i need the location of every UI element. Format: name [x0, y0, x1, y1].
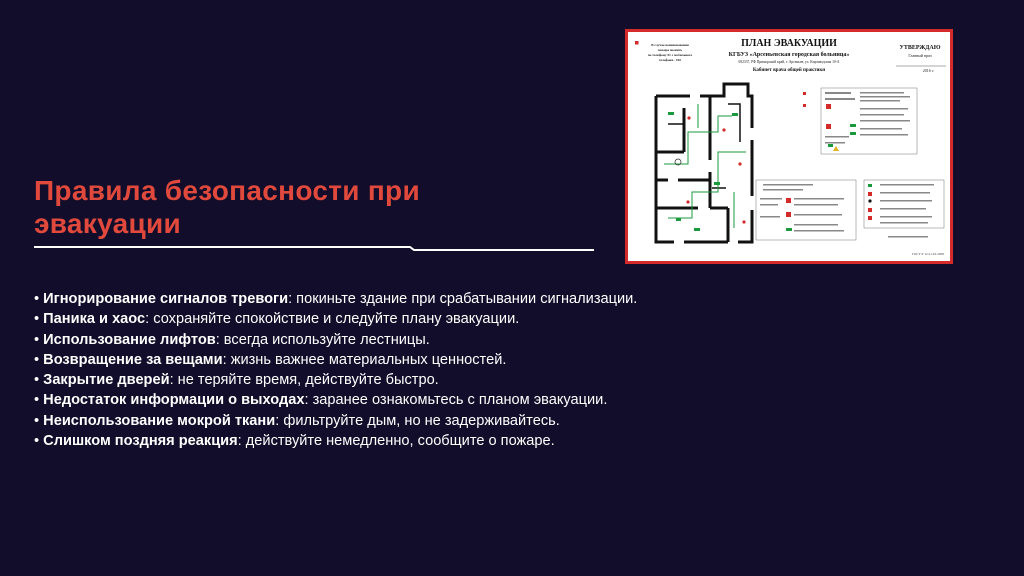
plan-note-1: В случае возникновения — [651, 43, 689, 47]
plan-org: КГБУЗ «Арсеньевская городская больница» — [728, 52, 850, 58]
plan-approve-role: Главный врач — [908, 53, 932, 58]
bullet-term: Использование лифтов — [43, 331, 216, 348]
list-item: • Игнорирование сигналов тревоги: покиньте здание при срабатывании сигнализации. — [34, 291, 638, 307]
title-line-1: Правила безопасности при — [34, 175, 420, 206]
title-underline — [34, 243, 594, 253]
bullet-term: Недостаток информации о выходах — [43, 392, 305, 409]
plan-note-3: по телефону 01 с мобильного — [647, 53, 693, 57]
list-item: • Использование лифтов: всегда используйте лестницы. — [34, 331, 430, 348]
bullet-term: Слишком поздняя реакция — [43, 433, 238, 450]
list-item: • Слишком поздняя реакция: действуйте немедленно, сообщите о пожаре. — [34, 433, 555, 450]
list-item: • Паника и хаос: сохраняйте спокойствие и следуйте плану эвакуации. — [34, 311, 520, 328]
list-item: • Возвращение за вещами: жизнь важнее материальных ценностей. — [34, 351, 507, 368]
bullet-text: : действуйте немедленно, сообщите о пожаре. — [237, 433, 555, 450]
bullet-term: Возвращение за вещами — [43, 351, 223, 368]
bullet-text: : покиньте здание при срабатывании сигнализации. — [288, 291, 638, 307]
slide-title — [34, 174, 594, 240]
list-item: • Недостаток информации о выходах: заранее ознакомьтесь с планом эвакуации. — [34, 392, 608, 409]
bullet-term: Паника и хаос — [43, 311, 146, 328]
bullet-text: : жизнь важнее материальных ценностей. — [222, 351, 507, 368]
plan-address: 692337, РФ Приморский край, г. Арсеньев, ул. Кирзаводская 10-А — [738, 60, 840, 64]
bullet-term: Закрытие дверей — [43, 372, 170, 389]
bullet-text: : всегда используйте лестницы. — [215, 331, 430, 348]
list-item: • Закрытие дверей: не теряйте время, действуйте быстро. — [34, 372, 439, 389]
bullet-text: : фильтруйте дым, но не задерживайтесь. — [275, 412, 560, 429]
evacuation-plan-image — [625, 29, 953, 264]
evacuation-plan-drawing — [628, 32, 950, 261]
plan-room: Кабинет врача общей практики — [752, 68, 826, 73]
bullet-text: : не теряйте время, действуйте быстро. — [169, 372, 439, 389]
bullet-text: : сохраняйте спокойствие и следуйте плану эвакуации. — [145, 311, 520, 328]
plan-code: ГОСТ Р 12.2.143-2009 — [911, 252, 944, 256]
list-item: • Неиспользование мокрой ткани: фильтруйте дым, но не задерживайтесь. — [34, 412, 560, 429]
bullet-list — [34, 289, 934, 451]
plan-note-4: телефона - 010 — [658, 58, 682, 62]
plan-approve-year: 2016 г. — [922, 68, 934, 73]
plan-heading: ПЛАН ЭВАКУАЦИИ — [741, 38, 837, 49]
bullet-term: Игнорирование сигналов тревоги — [43, 291, 289, 307]
bullet-term: Неиспользование мокрой ткани — [43, 412, 276, 429]
plan-note-2: пожара звонить — [657, 48, 683, 52]
title-line-2: эвакуации — [34, 208, 182, 239]
bullet-text: : заранее ознакомьтесь с планом эвакуации. — [304, 392, 608, 409]
plan-approve: УТВЕРЖДАЮ — [899, 45, 941, 51]
